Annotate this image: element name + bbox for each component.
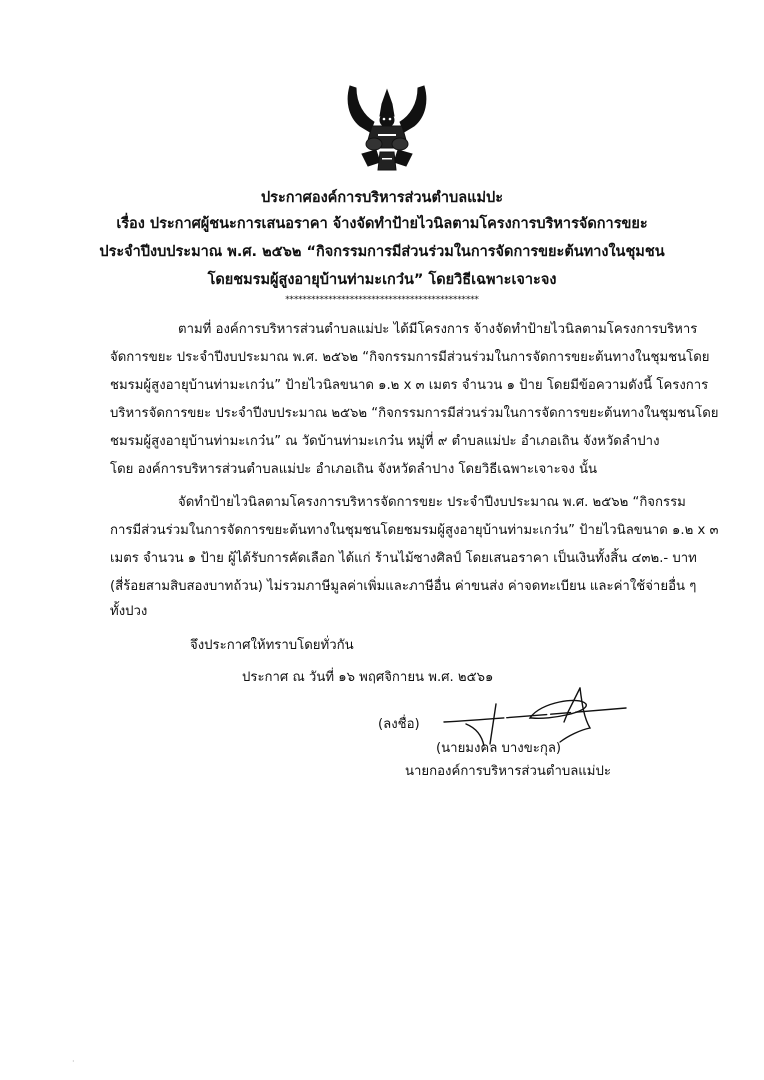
announcement-date: ประกาศ ณ วันที่ ๑๖ พฤศจิกายน พ.ศ. ๒๕๖๑ bbox=[242, 670, 494, 685]
page-mark: · bbox=[72, 1057, 75, 1066]
announcement-text: จึงประกาศให้ทราบโดยทั่วกัน bbox=[190, 638, 354, 653]
paragraph-2-line: (สี่ร้อยสามสิบสองบาทถ้วน) ไม่รวมภาษีมูลค่าเพิ่มและภาษีอื่น ค่าขนส่ง ค่าจดทะเบียน และค่าใช้จ่ายอื่น ๆ bbox=[110, 579, 697, 594]
signatory-name: (นายมงคล บางขะกุล) bbox=[436, 741, 562, 756]
paragraph-1-line: บริหารจัดการขยะ ประจำปีงบประมาณ ๒๕๖๒ “กิจกรรมการมีส่วนร่วมในการจัดการขยะต้นทางในชุมชนโดย bbox=[110, 406, 719, 421]
paragraph-1-line: โดย องค์การบริหารส่วนตำบลแม่ปะ อำเภอเถิน จังหวัดลำปาง โดยวิธีเฉพาะเจาะจง นั้น bbox=[110, 462, 598, 477]
paragraph-1-line: ชมรมผู้สูงอายุบ้านท่ามะเกว๋น” ณ วัดบ้านท่ามะเกว๋น หมู่ที่ ๙ ตำบลแม่ปะ อำเภอเถิน จังหวัดลำปาง bbox=[110, 434, 660, 449]
paragraph-2-line: ทั้งปวง bbox=[110, 604, 148, 619]
signatory-position: นายกองค์การบริหารส่วนตำบลแม่ปะ bbox=[405, 764, 611, 779]
signature-label: (ลงชื่อ) bbox=[378, 717, 420, 732]
paragraph-2-line: เมตร จำนวน ๑ ป้าย ผู้ได้รับการคัดเลือก ได้แก่ ร้านไม้ซางศิลป์ โดยเสนอราคา เป็นเงินทั้งสิ้น ๔๓๒.- บาท bbox=[110, 551, 697, 566]
separator-stars: ********************************************* bbox=[285, 295, 479, 305]
subject-line: เรื่อง ประกาศผู้ชนะการเสนอราคา จ้างจัดทำป้ายไวนิลตามโครงการบริหารจัดการขยะ bbox=[116, 216, 648, 232]
paragraph-1-line: ตามที่ องค์การบริหารส่วนตำบลแม่ปะ ได้มีโครงการ จ้างจัดทำป้ายไวนิลตามโครงการบริหาร bbox=[178, 322, 698, 337]
org-heading: ประกาศองค์การบริหารส่วนตำบลแม่ปะ bbox=[260, 190, 504, 206]
garuda-emblem-icon bbox=[344, 82, 430, 174]
title-line-3: โดยชมรมผู้สูงอายุบ้านท่ามะเกว๋น” โดยวิธีเฉพาะเจาะจง bbox=[207, 272, 557, 288]
title-line-2: ประจำปีงบประมาณ พ.ศ. ๒๕๖๒ “กิจกรรมการมีส่วนร่วมในการจัดการขยะต้นทางในชุมชน bbox=[99, 244, 665, 260]
paragraph-2-line: จัดทำป้ายไวนิลตามโครงการบริหารจัดการขยะ ประจำปีงบประมาณ พ.ศ. ๒๕๖๒ “กิจกรรม bbox=[178, 495, 686, 510]
paragraph-2-line: การมีส่วนร่วมในการจัดการขยะต้นทางในชุมชนโดยชมรมผู้สูงอายุบ้านท่ามะเกว๋น” ป้ายไวนิลขนาด ๑.๒ x ๓ bbox=[110, 523, 719, 538]
paragraph-1-line: ชมรมผู้สูงอายุบ้านท่ามะเกว๋น” ป้ายไวนิลขนาด ๑.๒ x ๓ เมตร จำนวน ๑ ป้าย โดยมีข้อความดังนี้ โครงการ bbox=[110, 378, 709, 393]
paragraph-1-line: จัดการขยะ ประจำปีงบประมาณ พ.ศ. ๒๕๖๒ “กิจกรรมการมีส่วนร่วมในการจัดการขยะต้นทางในชุมชนโดย bbox=[110, 350, 710, 365]
